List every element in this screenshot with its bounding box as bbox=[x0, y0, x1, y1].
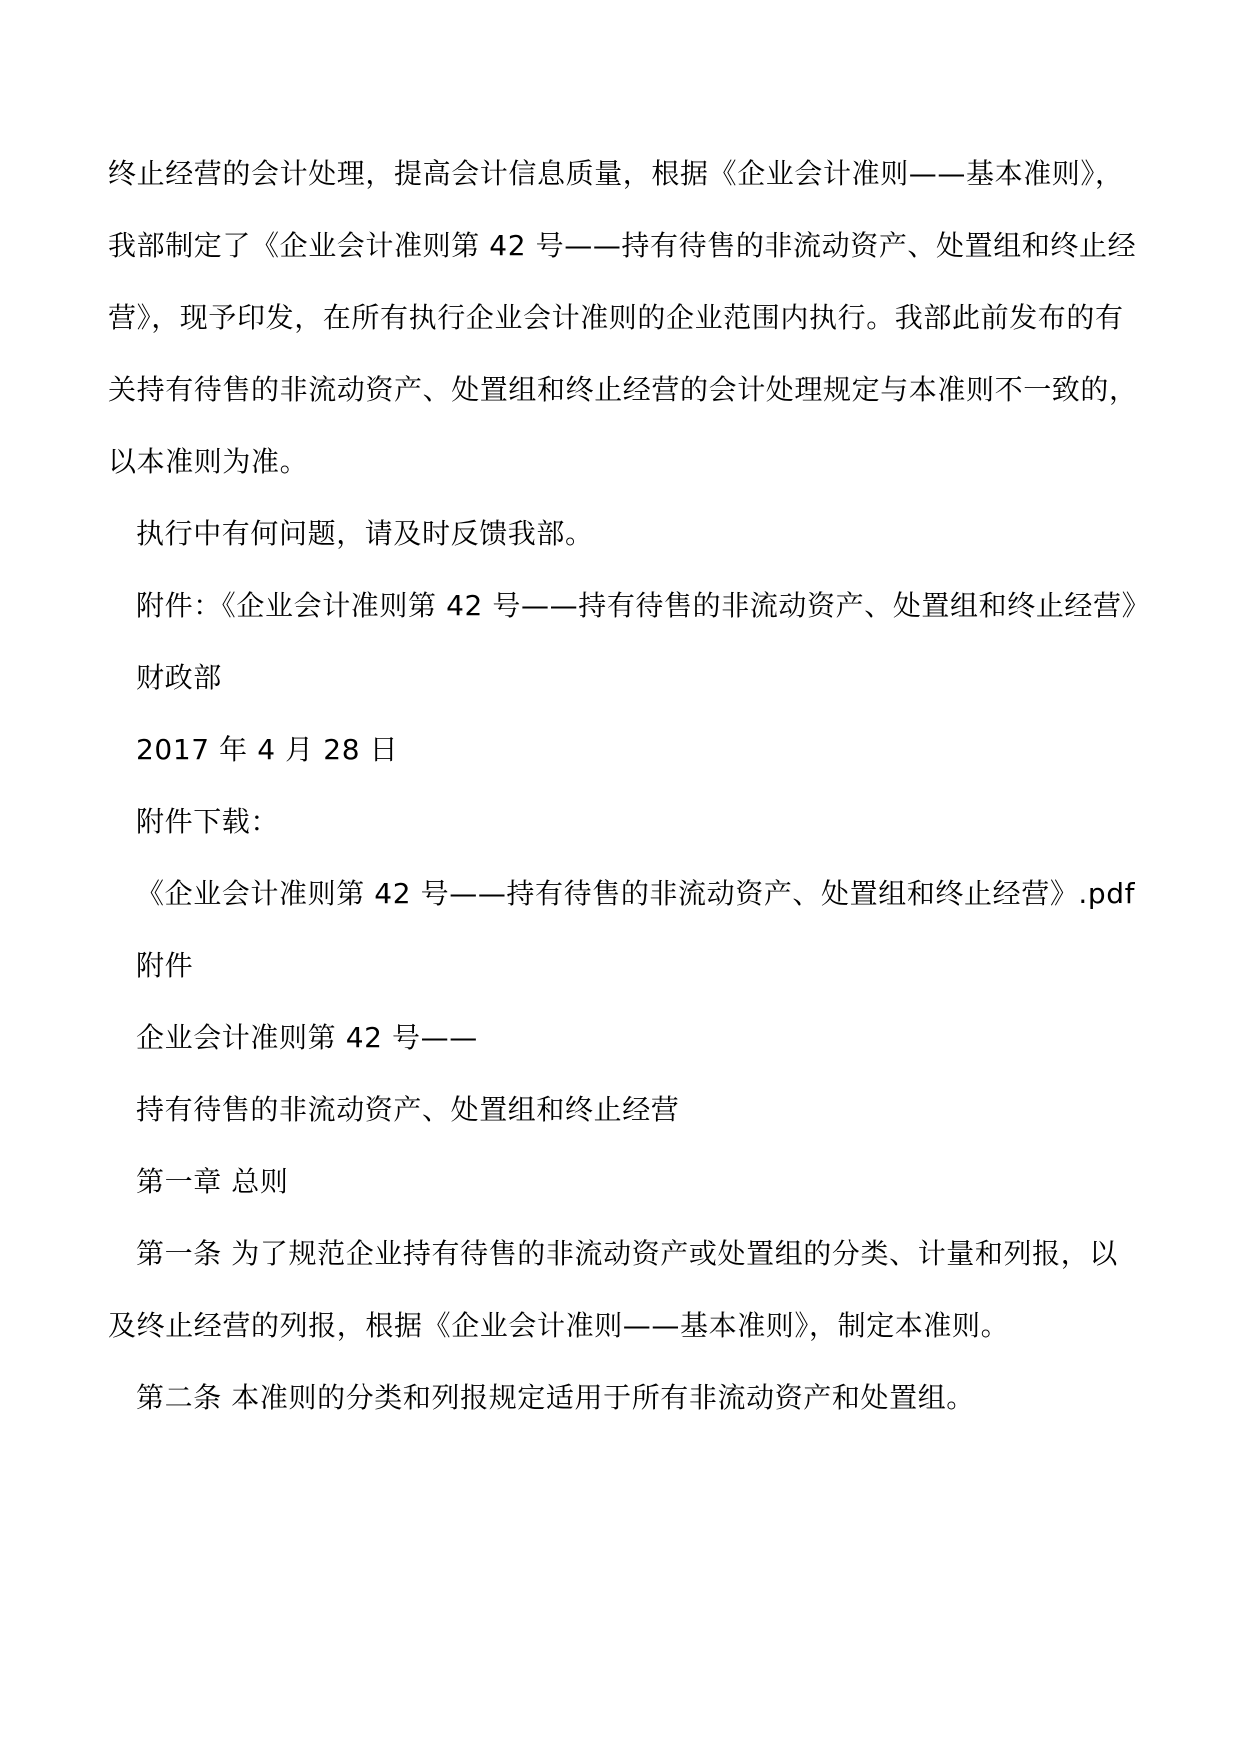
article-line: 第一条 为了规范企业持有待售的非流动资产或处置组的分类、计量和列报，以 bbox=[136, 1237, 1118, 1270]
paragraph-line: 执行中有何问题，请及时反馈我部。 bbox=[136, 517, 594, 550]
standard-title: 企业会计准则第 42 号—— bbox=[136, 1021, 478, 1054]
body-text-line: 营》，现予印发，在所有执行企业会计准则的企业范围内执行。我部此前发布的有 bbox=[108, 301, 1124, 334]
article-line: 及终止经营的列报，根据《企业会计准则——基本准则》，制定本准则。 bbox=[108, 1309, 1010, 1342]
body-text-line: 关持有待售的非流动资产、处置组和终止经营的会计处理规定与本准则不一致的， bbox=[108, 373, 1138, 406]
body-text-line: 我部制定了《企业会计准则第 42 号——持有待售的非流动资产、处置组和终止经 bbox=[108, 229, 1137, 262]
body-text-line: 终止经营的会计处理，提高会计信息质量，根据《企业会计准则——基本准则》， bbox=[108, 157, 1124, 190]
article-line: 第二条 本准则的分类和列报规定适用于所有非流动资产和处置组。 bbox=[136, 1381, 975, 1414]
issuer-name: 财政部 bbox=[136, 661, 222, 694]
standard-subtitle: 持有待售的非流动资产、处置组和终止经营 bbox=[136, 1093, 680, 1126]
attachment-download-label: 附件下载： bbox=[136, 805, 280, 838]
body-text-line: 以本准则为准。 bbox=[108, 445, 309, 478]
attachment-heading: 附件 bbox=[136, 949, 194, 982]
issue-date: 2017 年 4 月 28 日 bbox=[136, 733, 399, 766]
attachment-file-link[interactable]: 《企业会计准则第 42 号——持有待售的非流动资产、处置组和终止经营》.pdf bbox=[136, 877, 1136, 910]
chapter-heading: 第一章 总则 bbox=[136, 1165, 289, 1198]
attachment-note: 附件：《企业会计准则第 42 号——持有待售的非流动资产、处置组和终止经营》 bbox=[136, 589, 1151, 622]
